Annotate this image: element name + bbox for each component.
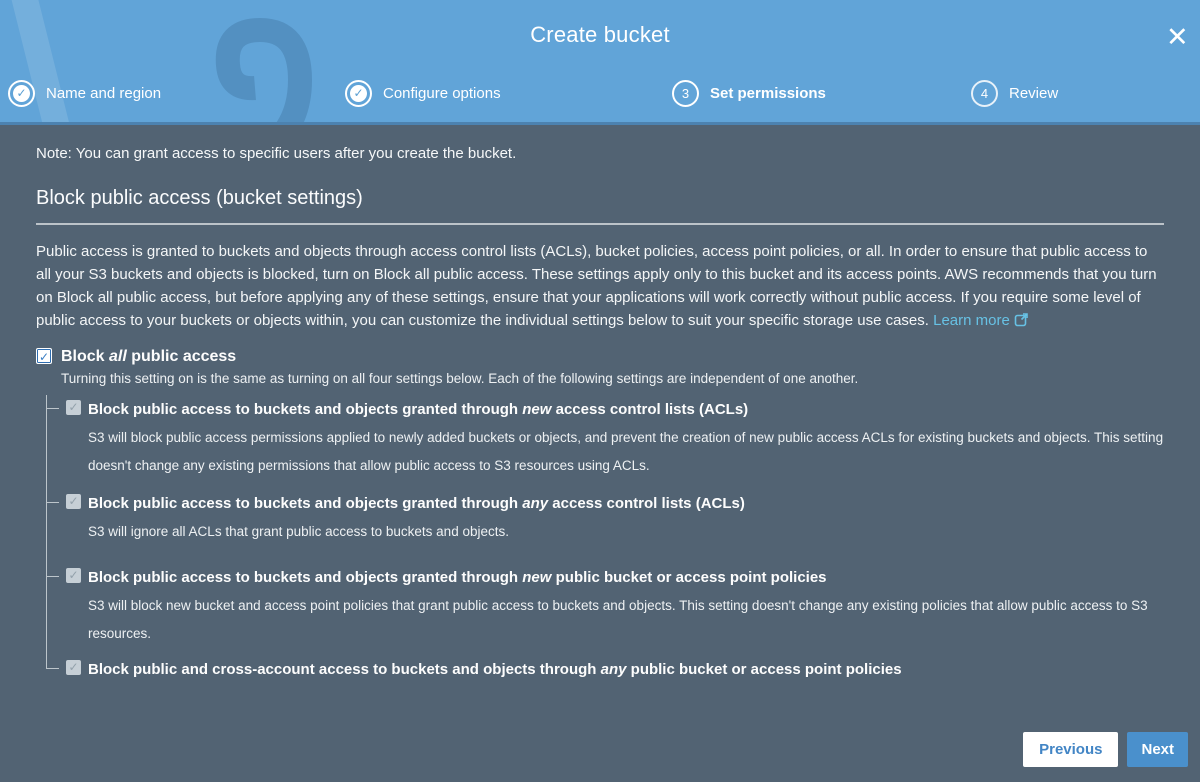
setting-title: Block public access to buckets and objects granted through new access control lists (ACLs): [88, 401, 749, 418]
step-review[interactable]: [971, 78, 1058, 108]
setting-block-new-acls: [46, 399, 1164, 480]
block-all-note: Turning this setting on is the same as turning on all four settings below. Each of the following settings are independent of one another.: [61, 371, 859, 386]
step-complete-icon: ✓: [8, 80, 35, 107]
grant-access-note: Note: You can grant access to specific users after you create the bucket.: [36, 145, 517, 162]
description-text: Public access is granted to buckets and objects through access control lists (ACLs), bucket policies, access point policies, or all. In order to ensure that public access to all your S3 buckets and objects is blocked, turn on Block all public access. These settings apply only to this bucket and its access points. AWS recommends that you turn on Block all public access, but before applying any of these settings, ensure that your applications will work correctly without public access. If you require some level of public access to your buckets or objects within, you can customize the individual settings below to suit your specific storage use cases.: [36, 243, 1157, 329]
block-all-public-access-checkbox[interactable]: ✓: [36, 348, 52, 364]
step-name-and-region[interactable]: [8, 78, 161, 108]
step-label: Set permissions: [710, 84, 826, 102]
wizard-steps: [0, 74, 1200, 118]
block-public-access-heading: Block public access (bucket settings): [36, 187, 363, 209]
step-set-permissions[interactable]: [672, 78, 826, 108]
learn-more-link[interactable]: Learn more: [933, 312, 1029, 329]
dialog-title: Create bucket: [530, 22, 670, 47]
setting-checkbox[interactable]: ✓: [66, 568, 81, 583]
setting-title: Block public and cross-account access to buckets and objects through any public bucket or access point policies: [88, 661, 902, 678]
block-all-public-access-row: [36, 348, 1164, 366]
step-configure-options[interactable]: [345, 78, 501, 108]
public-access-description: [36, 240, 1164, 332]
setting-checkbox[interactable]: ✓: [66, 400, 81, 415]
previous-button[interactable]: Previous: [1023, 732, 1118, 767]
setting-block-any-acls: [46, 493, 1164, 546]
setting-block-new-policies: [46, 567, 1164, 648]
close-icon[interactable]: ✕: [1166, 20, 1200, 54]
step-number-icon: 4: [971, 80, 998, 107]
set-permissions-panel: [0, 125, 1200, 702]
step-complete-icon: ✓: [345, 80, 372, 107]
setting-checkbox[interactable]: ✓: [66, 494, 81, 509]
sub-settings-tree: [46, 399, 1164, 681]
setting-block-any-policies: [46, 659, 1164, 681]
setting-checkbox[interactable]: ✓: [66, 660, 81, 675]
dialog-footer: [0, 702, 1200, 782]
setting-description: S3 will block public access permissions applied to newly added buckets or objects, and prevent the creation of new public access ACLs for existing buckets and objects. This setting doesn't change any existing permissions that allow public access to S3 resources using ACLs.: [88, 430, 1164, 473]
step-label: Configure options: [383, 84, 501, 102]
step-label: Review: [1009, 84, 1059, 102]
setting-title: Block public access to buckets and objects granted through new public bucket or access point policies: [88, 569, 827, 586]
heading-divider: [36, 223, 1164, 225]
block-all-public-access-label: Block all public access: [61, 348, 237, 365]
dialog-header: [0, 0, 1200, 125]
step-label: Name and region: [46, 84, 162, 102]
setting-title: Block public access to buckets and objects granted through any access control lists (ACLs): [88, 495, 745, 512]
setting-description: S3 will ignore all ACLs that grant public access to buckets and objects.: [88, 524, 509, 539]
step-number-icon: 3: [672, 80, 699, 107]
external-link-icon: [1014, 312, 1029, 327]
next-button[interactable]: Next: [1127, 732, 1188, 767]
setting-description: S3 will block new bucket and access point policies that grant public access to buckets and objects. This setting doesn't change any existing policies that allow public access to S3 resources.: [88, 598, 1148, 641]
